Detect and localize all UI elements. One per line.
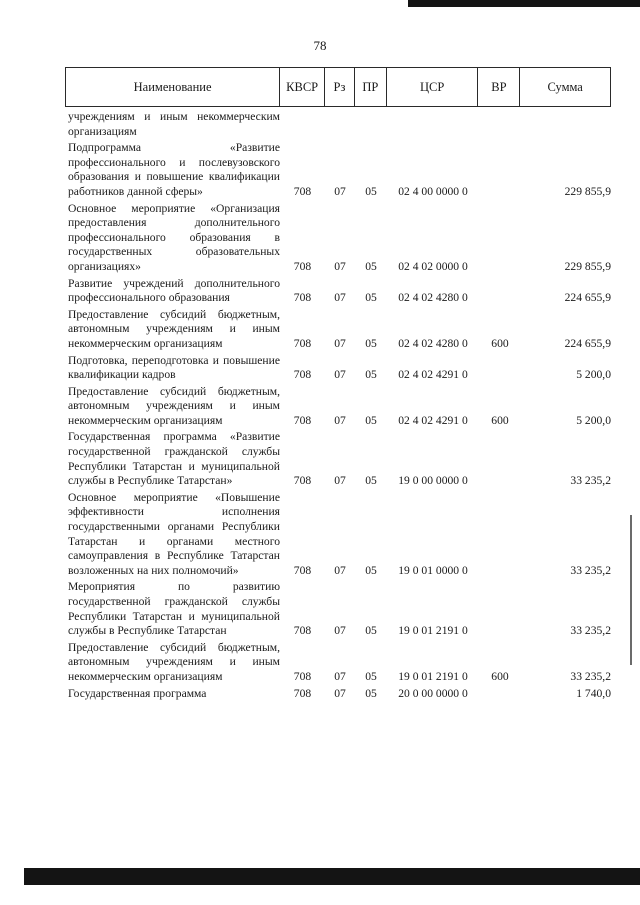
row-csr: 19 0 00 0000 0 [398,474,468,488]
row-rz: 07 [334,624,346,638]
row-csr: 02 4 02 4280 0 [398,291,468,305]
row-rz: 07 [334,336,346,350]
row-vr: 600 [491,669,509,683]
row-sum: 33 235,2 [570,624,611,638]
row-name: учреждениям и иным некоммерческим организациям [68,110,280,138]
row-csr: 02 4 02 0000 0 [398,259,468,273]
row-csr: 02 4 00 0000 0 [398,184,468,198]
row-kvsr: 708 [293,291,312,305]
row-sum: 224 655,9 [564,336,611,350]
row-rz: 07 [334,259,346,273]
header-csr: ЦСР [387,68,479,106]
row-sum: 229 855,9 [564,259,611,273]
row-kvsr: 708 [293,336,312,350]
table-row [65,277,611,306]
row-name: Основное мероприятие «Повышение эффективности исполнения государственными органами Республики Татарстан и органами местного самоуправления в Республике Татарстан возложенных на них полномочий» [68,490,280,577]
row-csr: 02 4 02 4280 0 [398,336,468,350]
row-pr: 05 [365,291,377,305]
row-pr: 05 [365,669,377,683]
row-name: Развитие учреждений дополнительного профессионального образования [68,276,280,305]
header-sum: Сумма [547,79,583,94]
row-sum: 229 855,9 [564,184,611,198]
row-sum: 1 740,0 [576,686,611,700]
scan-edge-bottom [24,868,640,885]
scan-edge-right [630,515,632,665]
row-name: Государственная программа «Развитие государственной гражданской службы Республики Татарстан и муниципальной службы в Республике Татарстан» [68,430,280,488]
row-name: Государственная программа [68,686,207,700]
row-rz: 07 [334,563,346,577]
row-pr: 05 [365,336,377,350]
row-csr: 02 4 02 4291 0 [398,413,468,427]
row-sum: 33 235,2 [570,669,611,683]
row-kvsr: 708 [293,368,312,382]
row-name: Подпрограмма «Развитие профессионального и послевузовского образования и повышение квалификации работников данной сферы» [68,141,280,198]
row-kvsr: 708 [293,686,312,700]
table-row [65,430,611,488]
row-pr: 05 [365,563,377,577]
row-rz: 07 [334,184,346,198]
row-kvsr: 708 [293,259,312,273]
row-csr: 19 0 01 2191 0 [398,669,468,683]
row-pr: 05 [365,474,377,488]
row-kvsr: 708 [293,474,312,488]
row-pr: 05 [365,368,377,382]
table-row [65,491,611,579]
row-pr: 05 [365,259,377,273]
page-number: 78 [313,38,327,53]
row-vr: 600 [491,413,509,427]
row-name: Основное мероприятие «Организация предоставления дополнительного профессионального образования в государственных образовательных организациях» [68,201,280,273]
row-sum: 33 235,2 [570,474,611,488]
row-kvsr: 708 [293,563,312,577]
row-vr: 600 [491,336,509,350]
table-body [65,110,611,703]
row-rz: 07 [334,669,346,683]
row-rz: 07 [334,686,346,700]
table-row [65,385,611,429]
row-pr: 05 [365,413,377,427]
row-pr: 05 [365,686,377,700]
table-row [65,354,611,383]
row-kvsr: 708 [293,669,312,683]
row-pr: 05 [365,184,377,198]
row-name: Подготовка, переподготовка и повышение квалификации кадров [68,353,280,382]
row-kvsr: 708 [293,413,312,427]
header-pr: ПР [355,68,387,106]
table-row [65,641,611,685]
row-sum: 5 200,0 [576,368,611,382]
row-kvsr: 708 [293,624,312,638]
row-sum: 33 235,2 [570,563,611,577]
row-csr: 02 4 02 4291 0 [398,368,468,382]
row-name: Предоставление субсидий бюджетным, автономным учреждениям и иным некоммерческим организациям [68,640,280,683]
row-rz: 07 [334,368,346,382]
table-row [65,580,611,638]
row-rz: 07 [334,413,346,427]
table-row [65,202,611,275]
row-rz: 07 [334,291,346,305]
row-kvsr: 708 [293,184,312,198]
table-row [65,687,611,702]
row-sum: 224 655,9 [564,291,611,305]
header-vr: ВР [478,68,520,106]
table-row [65,110,611,139]
header-rz: Рз [325,68,355,106]
scan-edge-top [408,0,640,7]
table-header [65,67,611,107]
table-row [65,141,611,199]
row-pr: 05 [365,624,377,638]
row-sum: 5 200,0 [576,413,611,427]
row-csr: 20 0 00 0000 0 [398,686,468,700]
header-name: Наименование [66,68,280,106]
row-csr: 19 0 01 2191 0 [398,624,468,638]
row-name: Предоставление субсидий бюджетным, автономным учреждениям и иным некоммерческим организациям [68,307,280,350]
row-name: Предоставление субсидий бюджетным, автономным учреждениям и иным некоммерческим организациям [68,384,280,427]
row-name: Мероприятия по развитию государственной гражданской службы Республики Татарстан и муниципальной службы в Республике Татарстан [68,580,280,638]
row-rz: 07 [334,474,346,488]
row-csr: 19 0 01 0000 0 [398,563,468,577]
table-row [65,308,611,352]
header-kvsr: КВСР [280,68,325,106]
